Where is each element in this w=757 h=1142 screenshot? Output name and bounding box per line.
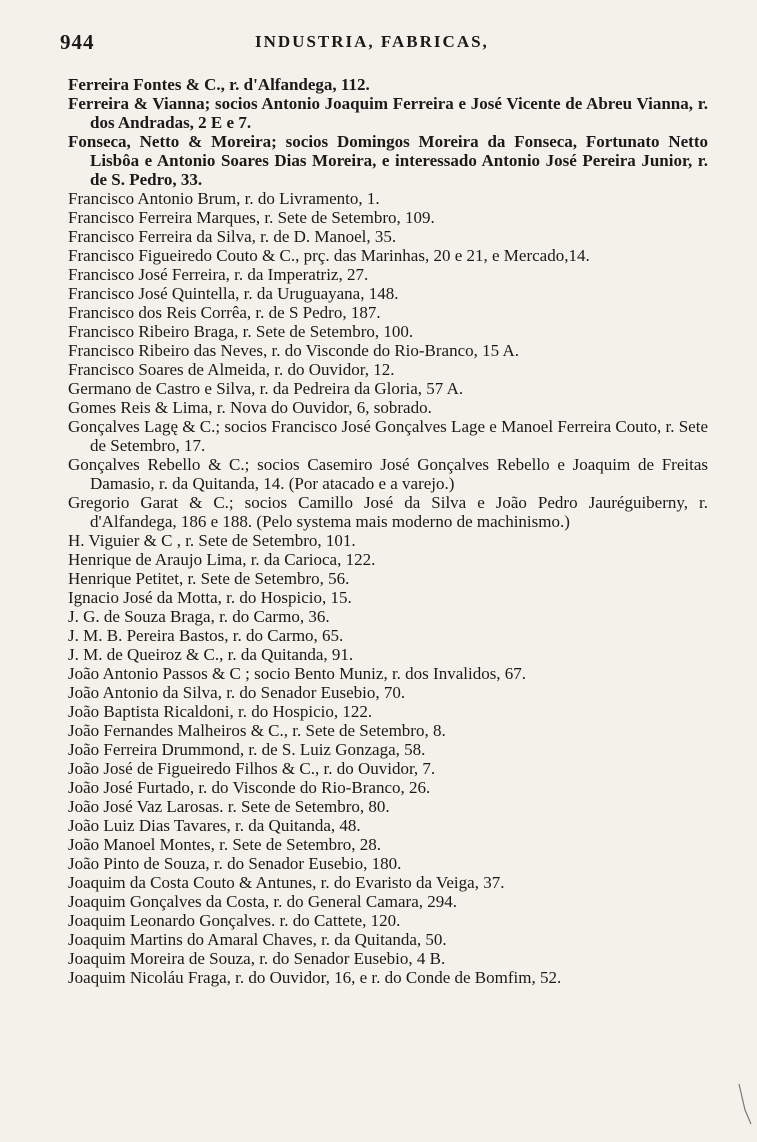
list-item: H. Viguier & C , r. Sete de Setembro, 101. bbox=[68, 531, 356, 550]
list-item: Joaquim Leonardo Gonçalves. r. do Cattete, 120. bbox=[68, 911, 401, 930]
list-item: Francisco Antonio Brum, r. do Livramento, 1. bbox=[68, 189, 380, 208]
margin-scratch-mark bbox=[735, 1080, 755, 1130]
list-item: João Pinto de Souza, r. do Senador Eusebio, 180. bbox=[68, 854, 402, 873]
list-item: Joaquim Gonçalves da Costa, r. do General Camara, 294. bbox=[68, 892, 458, 911]
list-item: Joaquim da Costa Couto & Antunes, r. do Evaristo da Veiga, 37. bbox=[68, 873, 505, 892]
list-item: J. M. de Queiroz & C., r. da Quitanda, 91. bbox=[68, 645, 354, 664]
list-item: J. G. de Souza Braga, r. do Carmo, 36. bbox=[68, 607, 330, 626]
list-item: J. M. B. Pereira Bastos, r. do Carmo, 65. bbox=[68, 626, 344, 645]
list-item: Francisco Ferreira da Silva, r. de D. Manoel, 35. bbox=[68, 227, 397, 246]
list-item: João José Vaz Larosas. r. Sete de Setembro, 80. bbox=[68, 797, 390, 816]
list-item: Ignacio José da Motta, r. do Hospicio, 15. bbox=[68, 588, 352, 607]
list-item: Gregorio Garat & C.; socios Camillo José da Silva e João Pedro Jauréguiberny, r. d'Alfandega, 186 e 188. (Pelo systema mais moderno de machinismo.) bbox=[68, 493, 708, 531]
list-item: João José Furtado, r. do Visconde do Rio-Branco, 26. bbox=[68, 778, 431, 797]
list-item: Gonçalves Lagę & C.; socios Francisco José Gonçalves Lage e Manoel Ferreira Couto, r. Sete de Setembro, 17. bbox=[68, 417, 708, 455]
list-item: João Baptista Ricaldoni, r. do Hospicio, 122. bbox=[68, 702, 373, 721]
list-item: Gonçalves Rebello & C.; socios Casemiro José Gonçalves Rebello e Joaquim de Freitas Damasio, r. da Quitanda, 14. (Por atacado e a varejo.) bbox=[68, 455, 708, 493]
list-item: Francisco Figueiredo Couto & C., prç. das Marinhas, 20 e 21, e Mercado,14. bbox=[68, 246, 590, 265]
list-item: Francisco dos Reis Corrêa, r. de S Pedro, 187. bbox=[68, 303, 381, 322]
list-item: Francisco José Ferreira, r. da Imperatriz, 27. bbox=[68, 265, 369, 284]
list-item: João Fernandes Malheiros & C., r. Sete de Setembro, 8. bbox=[68, 721, 446, 740]
list-item: Joaquim Martins do Amaral Chaves, r. da Quitanda, 50. bbox=[68, 930, 447, 949]
list-item: Joaquim Nicoláu Fraga, r. do Ouvidor, 16, e r. do Conde de Bomfim, 52. bbox=[68, 968, 562, 987]
list-item: João Luiz Dias Tavares, r. da Quitanda, 48. bbox=[68, 816, 361, 835]
list-item: Francisco José Quintella, r. da Uruguayana, 148. bbox=[68, 284, 399, 303]
list-item: João Antonio da Silva, r. do Senador Eusebio, 70. bbox=[68, 683, 406, 702]
entry-list bbox=[68, 75, 708, 987]
list-item: Germano de Castro e Silva, r. da Pedreira da Gloria, 57 A. bbox=[68, 379, 464, 398]
list-item: Fonseca, Netto & Moreira; socios Domingos Moreira da Fonseca, Fortunato Netto Lisbôa e Antonio Soares Dias Moreira, e interessado Antonio José Pereira Junior, r. de S. Pedro, 33. bbox=[68, 132, 708, 189]
list-item: Francisco Ribeiro Braga, r. Sete de Setembro, 100. bbox=[68, 322, 414, 341]
running-title: INDUSTRIA, FABRICAS, bbox=[255, 32, 489, 51]
list-item: Joaquim Moreira de Souza, r. do Senador Eusebio, 4 B. bbox=[68, 949, 446, 968]
page-number: 944 bbox=[60, 30, 95, 54]
list-item: João Manoel Montes, r. Sete de Setembro, 28. bbox=[68, 835, 382, 854]
list-item: Gomes Reis & Lima, r. Nova do Ouvidor, 6, sobrado. bbox=[68, 398, 432, 417]
list-item: Francisco Ferreira Marques, r. Sete de Setembro, 109. bbox=[68, 208, 435, 227]
list-item: João Ferreira Drummond, r. de S. Luiz Gonzaga, 58. bbox=[68, 740, 426, 759]
list-item: Henrique Petitet, r. Sete de Setembro, 56. bbox=[68, 569, 350, 588]
list-item: João José de Figueiredo Filhos & C., r. do Ouvidor, 7. bbox=[68, 759, 436, 778]
list-item: Ferreira & Vianna; socios Antonio Joaquim Ferreira e José Vicente de Abreu Vianna, r. dos Andradas, 2 E e 7. bbox=[68, 94, 708, 132]
page-header bbox=[60, 30, 717, 60]
list-item: Henrique de Araujo Lima, r. da Carioca, 122. bbox=[68, 550, 376, 569]
list-item: Francisco Ribeiro das Neves, r. do Visconde do Rio-Branco, 15 A. bbox=[68, 341, 519, 360]
list-item: Ferreira Fontes & C., r. d'Alfandega, 112. bbox=[68, 75, 370, 94]
list-item: Francisco Soares de Almeida, r. do Ouvidor, 12. bbox=[68, 360, 395, 379]
list-item: João Antonio Passos & C ; socio Bento Muniz, r. dos Invalidos, 67. bbox=[68, 664, 527, 683]
